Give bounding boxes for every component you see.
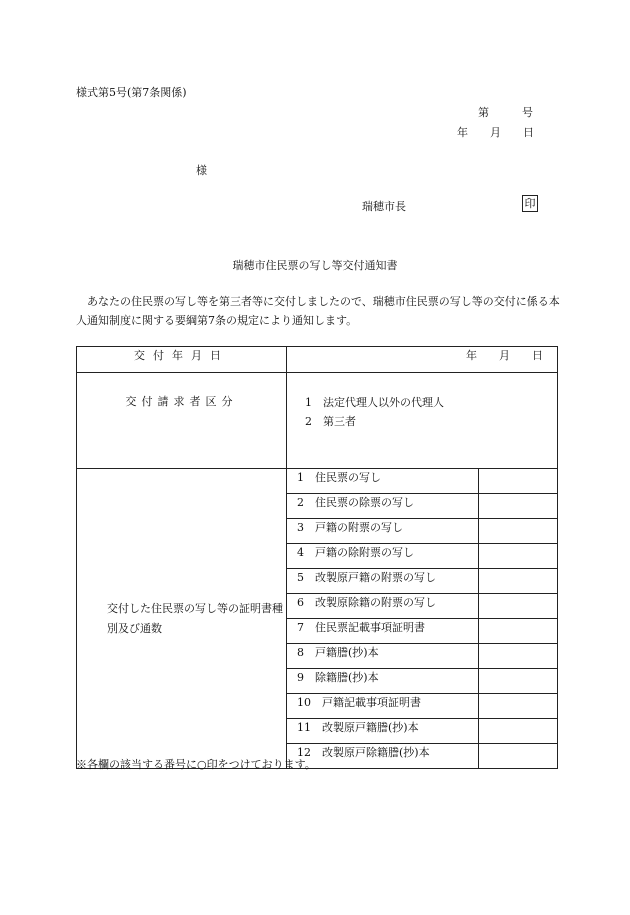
issue-date-label: 交付年月日 xyxy=(77,347,287,373)
copies-count-cell xyxy=(479,519,558,544)
issue-date: 年 月 日 xyxy=(457,126,534,139)
form-number-label: 様式第5号(第7条関係) xyxy=(76,86,187,99)
seal-stamp: 印 xyxy=(522,195,538,212)
copies-count-cell xyxy=(479,494,558,519)
certificate-type: 9 除籍謄(抄)本 xyxy=(287,669,479,694)
copies-count-cell xyxy=(479,719,558,744)
copies-count-cell xyxy=(479,669,558,694)
table-row xyxy=(77,469,558,494)
notice-body: あなたの住民票の写し等を第三者等に交付しましたので、瑞穂市住民票の写し等の交付に係る本人通知制度に関する要綱第7条の規定により通知します。 xyxy=(76,295,560,327)
certificate-type: 3 戸籍の附票の写し xyxy=(287,519,479,544)
issue-number: 第 号 xyxy=(478,106,533,119)
copies-count-cell xyxy=(479,469,558,494)
issuer-name: 瑞穂市長 xyxy=(362,200,406,213)
copies-count-cell xyxy=(479,544,558,569)
certificate-type: 11 改製原戸籍謄(抄)本 xyxy=(287,719,479,744)
copies-count-cell xyxy=(479,594,558,619)
requester-option: 1 法定代理人以外の代理人 xyxy=(305,396,444,409)
recipient-honorific: 様 xyxy=(196,164,207,177)
requester-option: 2 第三者 xyxy=(305,415,356,428)
certificate-type: 6 改製原除籍の附票の写し xyxy=(287,594,479,619)
copies-count-cell xyxy=(479,744,558,769)
issue-date-field: 年 月 日 xyxy=(287,347,558,373)
requester-category-label: 交付請求者区分 xyxy=(77,373,287,469)
document-title: 瑞穂市住民票の写し等交付通知書 xyxy=(232,259,398,272)
copies-count-cell xyxy=(479,619,558,644)
certificate-type: 2 住民票の除票の写し xyxy=(287,494,479,519)
footnote: ※各欄の該当する番号に○印をつけております。 xyxy=(76,758,316,771)
certificate-types-label: 交付した住民票の写し等の証明書種別及び通数 xyxy=(77,469,287,769)
notice-table xyxy=(76,346,558,769)
certificate-type: 5 改製原戸籍の附票の写し xyxy=(287,569,479,594)
table-row xyxy=(77,347,558,373)
requester-options xyxy=(287,373,558,469)
certificate-type: 1 住民票の写し xyxy=(287,469,479,494)
certificate-type: 4 戸籍の除附票の写し xyxy=(287,544,479,569)
copies-count-cell xyxy=(479,644,558,669)
copies-count-cell xyxy=(479,569,558,594)
certificate-type: 12 改製原戸除籍謄(抄)本 xyxy=(287,744,479,769)
copies-count-cell xyxy=(479,694,558,719)
certificate-type: 8 戸籍謄(抄)本 xyxy=(287,644,479,669)
table-row xyxy=(77,373,558,469)
certificate-type: 10 戸籍記載事項証明書 xyxy=(287,694,479,719)
certificate-type: 7 住民票記載事項証明書 xyxy=(287,619,479,644)
